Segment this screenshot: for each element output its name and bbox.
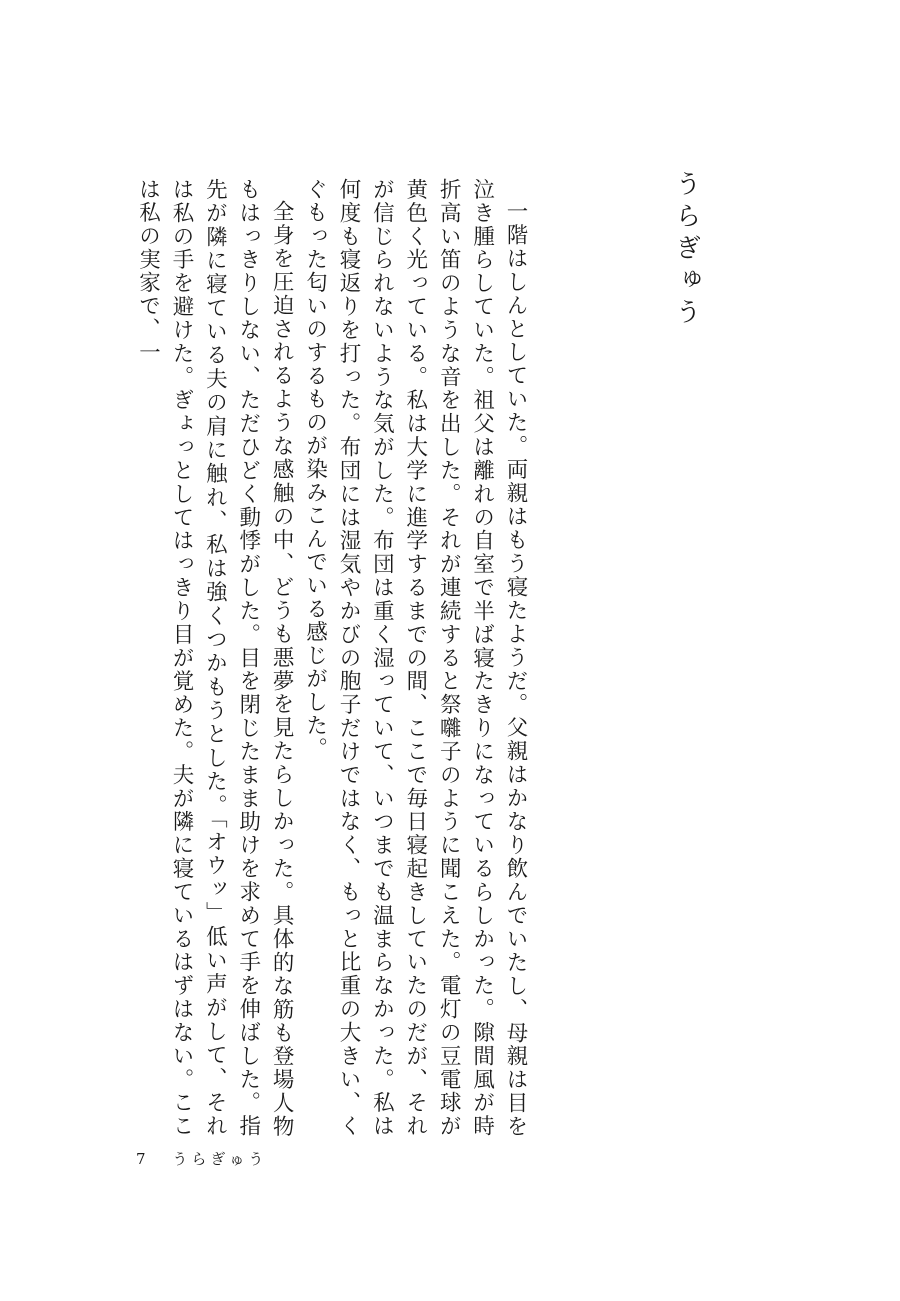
page-number: 7 bbox=[136, 1150, 150, 1168]
paragraph-2: 全身を圧迫されるような感触の中、どうも悪夢を見たらしかった。具体的な筋も登場人物もはっきりしない、ただひどく動悸がした。目を閉じたまま助けを求めて手を伸ばした。指先が隣に寝ている夫の肩に触れ、私は強くつかもうとした。「オウッ」低い声がして、それは私の手を避けた。ぎょっとしてはっきり目が覚めた。夫が隣に寝ているはずはない。ここは私の実家で、一 bbox=[135, 178, 295, 1138]
paragraph-1: 一階はしんとしていた。両親はもう寝たようだ。父親はかなり飲んでいたし、母親は目を泣き腫らしていた。祖父は離れの自室で半ば寝たきりになっているらしかった。隙間風が時折高い笛のような音を出した。それが連続すると祭囃子のように聞こえた。電灯の豆電球が黄色く光っている。私は大学に進学するまでの間、ここで毎日寝起きしていたのだが、それが信じられないような気がした。布団は重く湿っていて、いつまでも温まらなかった。私は何度も寝返りを打った。布団には湿気やかびの胞子だけではなく、もっと比重の大きい、くぐもった匂いのするものが染みこんでいる感じがした。 bbox=[302, 178, 528, 1138]
running-title: うらぎゅう bbox=[172, 1150, 268, 1168]
page-footer bbox=[136, 1148, 267, 1169]
body-text bbox=[130, 178, 532, 1138]
chapter-title: うらぎゅう bbox=[671, 170, 701, 330]
